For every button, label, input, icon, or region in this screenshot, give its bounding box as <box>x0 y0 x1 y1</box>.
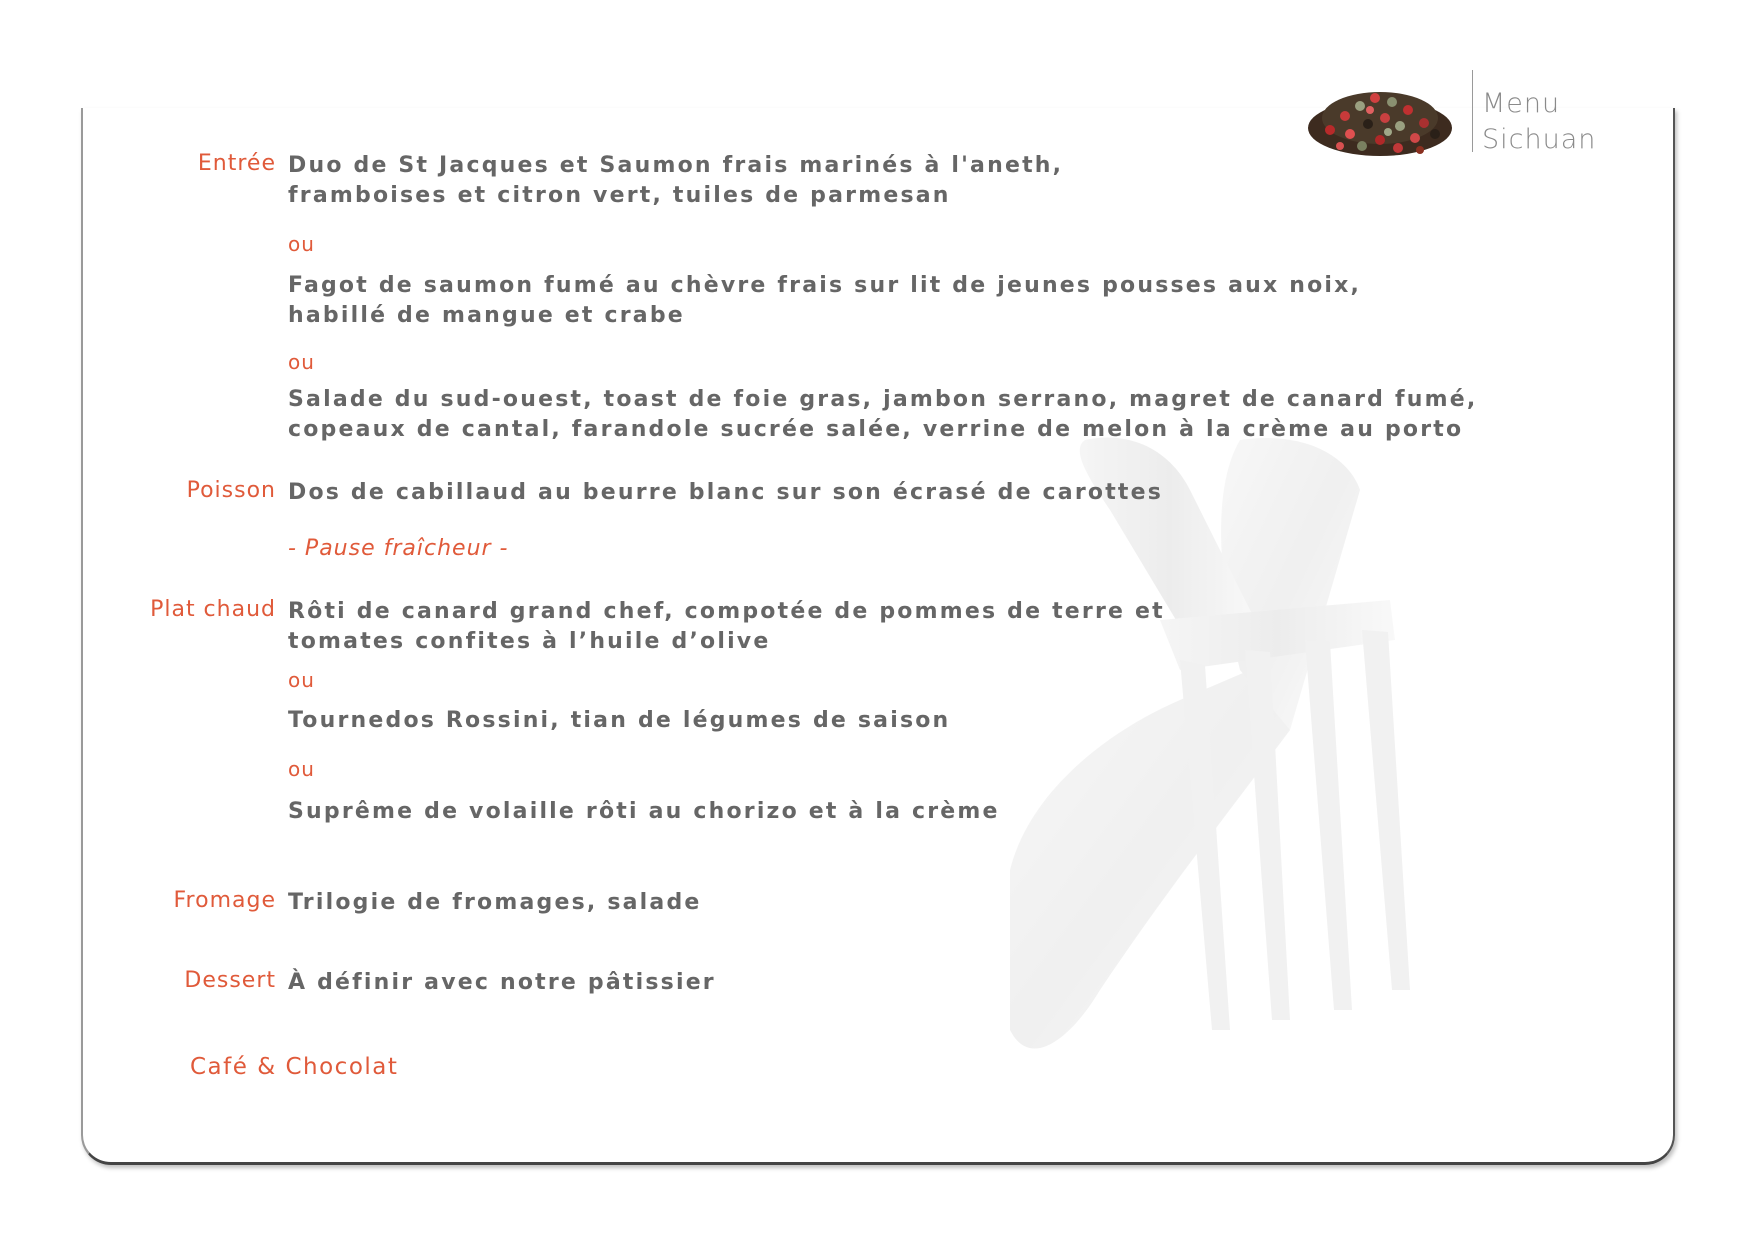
poisson-dish: Dos de cabillaud au beurre blanc sur son écrasé de carottes <box>288 480 1164 505</box>
peppercorn-pile-icon <box>1300 68 1460 168</box>
fromage-dish: Trilogie de fromages, salade <box>288 890 702 915</box>
entree-or-2: ou <box>288 350 315 374</box>
plat-chaud-option-1 <box>288 597 1165 657</box>
entree-option-1-line2: framboises et citron vert, tuiles de parmesan <box>288 183 951 208</box>
entree-option-2-line2: habillé de mangue et crabe <box>288 303 685 328</box>
menu-title <box>1482 86 1596 158</box>
dessert-dish: À définir avec notre pâtissier <box>288 970 716 995</box>
entree-option-1-line1: Duo de St Jacques et Saumon frais marinés à l'aneth, <box>288 153 1064 178</box>
menu-title-line2: Sichuan <box>1482 124 1597 155</box>
section-label-plat-chaud: Plat chaud <box>150 597 276 622</box>
section-label-poisson: Poisson <box>186 478 276 503</box>
entree-option-3-line1: Salade du sud-ouest, toast de foie gras, jambon serrano, magret de canard fumé, <box>288 387 1478 412</box>
menu-title-line1: Menu <box>1482 88 1561 119</box>
section-label-dessert: Dessert <box>184 968 276 993</box>
entree-option-3-line2: copeaux de cantal, farandole sucrée salée, verrine de melon à la crème au porto <box>288 417 1464 442</box>
entree-option-1 <box>288 151 1063 211</box>
plat-chaud-option-1-line2: tomates confites à l’huile d’olive <box>288 629 771 654</box>
entree-or-1: ou <box>288 232 315 256</box>
header-divider <box>1472 70 1473 152</box>
section-label-entree: Entrée <box>197 151 276 176</box>
fork-and-knife-icon <box>990 430 1510 1090</box>
plat-chaud-option-1-line1: Rôti de canard grand chef, compotée de pommes de terre et <box>288 599 1165 624</box>
plat-chaud-or-1: ou <box>288 668 315 692</box>
plat-chaud-option-2: Tournedos Rossini, tian de légumes de saison <box>288 708 951 733</box>
section-label-cafe: Café & Chocolat <box>190 1054 399 1080</box>
entree-option-2 <box>288 271 1361 331</box>
section-label-fromage: Fromage <box>173 888 276 913</box>
pause-fraicheur: - Pause fraîcheur - <box>288 536 509 561</box>
plat-chaud-or-2: ou <box>288 757 315 781</box>
plat-chaud-option-3: Suprême de volaille rôti au chorizo et à la crème <box>288 799 1000 824</box>
entree-option-3 <box>288 385 1477 445</box>
entree-option-2-line1: Fagot de saumon fumé au chèvre frais sur lit de jeunes pousses aux noix, <box>288 273 1362 298</box>
